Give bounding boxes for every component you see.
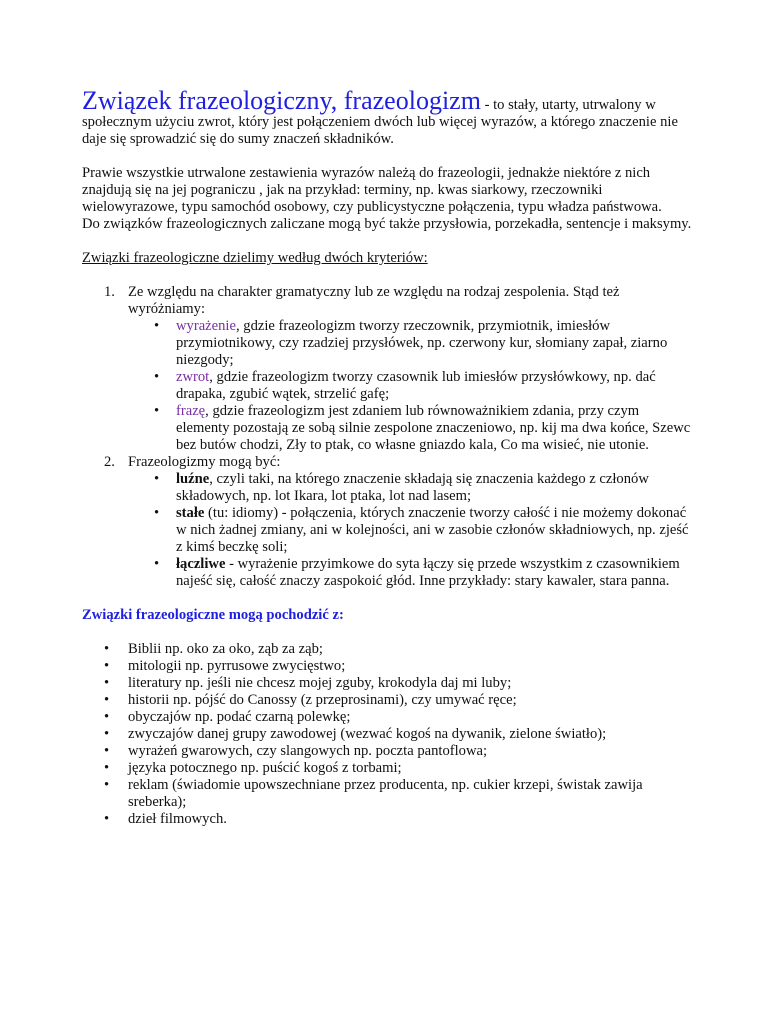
term-description: , gdzie frazeologizm jest zdaniem lub równoważnikiem zdania, przy czym elementy pozostają ze sobą silnie zespolone znaczeniowo, np. kij ma dwa końce, Szewc bez butów chodzi, Zły to ptak, co własne gniazdo kala, Co ma wisieć, nie utonie. bbox=[176, 403, 691, 453]
bullet-icon: • bbox=[154, 369, 160, 385]
bullet-icon: • bbox=[104, 726, 110, 742]
origin-text: historii np. pójść do Canossy (z przeprosinami), czy umywać ręce; bbox=[128, 692, 517, 708]
term-luzne: luźne bbox=[176, 471, 210, 487]
list-item bbox=[104, 658, 692, 675]
term-fraza: frazę bbox=[176, 403, 206, 419]
document-content bbox=[82, 88, 692, 828]
term-zwrot: zwrot bbox=[176, 369, 210, 385]
bullet-icon: • bbox=[104, 777, 110, 793]
bullet-icon: • bbox=[154, 471, 160, 487]
term-description: (tu: idiomy) - połączenia, których znaczenie tworzy całość i nie możemy dokonać w nich żadnej zmiany, ani w kolejności, ani w zasobie członów składniowych, np. zjeść z kimś beczkę soli; bbox=[176, 505, 689, 555]
list-item bbox=[104, 760, 692, 777]
term-wyrazenie: wyrażenie bbox=[176, 318, 236, 334]
list-item bbox=[104, 726, 692, 743]
origin-text: języka potocznego np. puścić kogoś z torbami; bbox=[128, 760, 402, 776]
list-item bbox=[104, 692, 692, 709]
bullet-icon: • bbox=[104, 675, 110, 691]
origin-text: Biblii np. oko za oko, ząb za ząb; bbox=[128, 641, 323, 657]
criteria-item-1 bbox=[82, 284, 692, 454]
origin-heading: Związki frazeologiczne mogą pochodzić z: bbox=[82, 607, 344, 623]
origin-text: dzieł filmowych. bbox=[128, 811, 227, 827]
list-item bbox=[154, 471, 692, 505]
bullet-icon: • bbox=[154, 505, 160, 521]
list-item bbox=[104, 675, 692, 692]
bullet-icon: • bbox=[104, 760, 110, 776]
intro-paragraph bbox=[82, 88, 692, 148]
bullet-icon: • bbox=[104, 709, 110, 725]
term-description: - wyrażenie przyimkowe do syta łączy się przede wszystkim z czasownikiem najeść się, całość znaczy zaspokoić głód. Inne przykłady: stary kawaler, stara panna. bbox=[176, 556, 680, 589]
bullet-icon: • bbox=[154, 556, 160, 572]
term-description: , czyli taki, na którego znaczenie składają się znaczenia każdego z członów składowych, np. lot Ikara, lot ptaka, lot nad lasem; bbox=[176, 471, 649, 504]
list-item bbox=[104, 709, 692, 726]
list-item bbox=[154, 556, 692, 590]
definition-text: - to stały, utarty, utrwalony w społecznym użyciu zwrot, który jest połączeniem dwóch lub więcej wyrazów, a którego znaczenie nie daje się sprowadzić się do sumy znaczeń składników. bbox=[82, 97, 678, 147]
criteria-number: 2. bbox=[104, 454, 115, 470]
origin-text: mitologii np. pyrrusowe zwycięstwo; bbox=[128, 658, 346, 674]
bullet-icon: • bbox=[104, 692, 110, 708]
list-item bbox=[154, 403, 692, 454]
list-item bbox=[104, 743, 692, 760]
list-item bbox=[104, 777, 692, 811]
criteria-item-2 bbox=[82, 454, 692, 590]
criteria-2-sublist bbox=[128, 471, 692, 590]
paragraph-przyslowia: Do związków frazeologicznych zaliczane mogą być także przysłowia, porzekadła, sentencje i maksymy. bbox=[82, 216, 692, 232]
criteria-text: Ze względu na charakter gramatyczny lub ze względu na rodzaj zespolenia. Stąd też wyróżniamy: bbox=[128, 284, 620, 317]
bullet-icon: • bbox=[104, 658, 110, 674]
term-description: , gdzie frazeologizm tworzy czasownik lub imiesłów przysłówkowy, np. dać drapaka, zgubić wątek, strzelić gafę; bbox=[176, 369, 656, 402]
origin-text: reklam (świadomie upowszechniane przez producenta, np. cukier krzepi, świstak zawija sreberka); bbox=[128, 777, 643, 810]
term-stale: stałe bbox=[176, 505, 205, 521]
origin-text: literatury np. jeśli nie chcesz mojej zguby, krokodyla daj mi luby; bbox=[128, 675, 512, 691]
bullet-icon: • bbox=[154, 318, 160, 334]
criteria-number: 1. bbox=[104, 284, 115, 300]
list-item bbox=[154, 505, 692, 556]
criteria-1-sublist bbox=[128, 318, 692, 454]
list-item bbox=[154, 369, 692, 403]
origin-text: zwyczajów danej grupy zawodowej (wezwać kogoś na dywanik, zielone światło); bbox=[128, 726, 607, 742]
origin-list bbox=[82, 641, 692, 828]
term-laczliwe: łączliwe bbox=[176, 556, 226, 572]
criteria-text: Frazeologizmy mogą być: bbox=[128, 454, 281, 470]
criteria-list bbox=[82, 284, 692, 590]
bullet-icon: • bbox=[104, 641, 110, 657]
origin-text: wyrażeń gwarowych, czy slangowych np. poczta pantoflowa; bbox=[128, 743, 488, 759]
paragraph-frazeologia: Prawie wszystkie utrwalone zestawienia wyrazów należą do frazeologii, jednakże niektóre z nich znajdują się na jej pograniczu , jak na przykład: terminy, np. kwas siarkowy, rzeczowniki wielowyrazowe, typu samochód osobowy, czy publicystyczne połączenia, typu władza państwowa. bbox=[82, 165, 662, 215]
list-item bbox=[104, 641, 692, 658]
list-item bbox=[104, 811, 692, 828]
term-description: , gdzie frazeologizm tworzy rzeczownik, przymiotnik, imiesłów przymiotnikowy, czy rzadziej przysłówek, np. czerwony kur, słomiany zapał, ziarno niezgody; bbox=[176, 318, 668, 368]
bullet-icon: • bbox=[104, 743, 110, 759]
criteria-heading: Związki frazeologiczne dzielimy według dwóch kryteriów: bbox=[82, 250, 428, 266]
origin-text: obyczajów np. podać czarną polewkę; bbox=[128, 709, 351, 725]
bullet-icon: • bbox=[104, 811, 110, 827]
list-item bbox=[154, 318, 692, 369]
bullet-icon: • bbox=[154, 403, 160, 419]
document-title: Związek frazeologiczny, frazeologizm bbox=[82, 86, 481, 115]
